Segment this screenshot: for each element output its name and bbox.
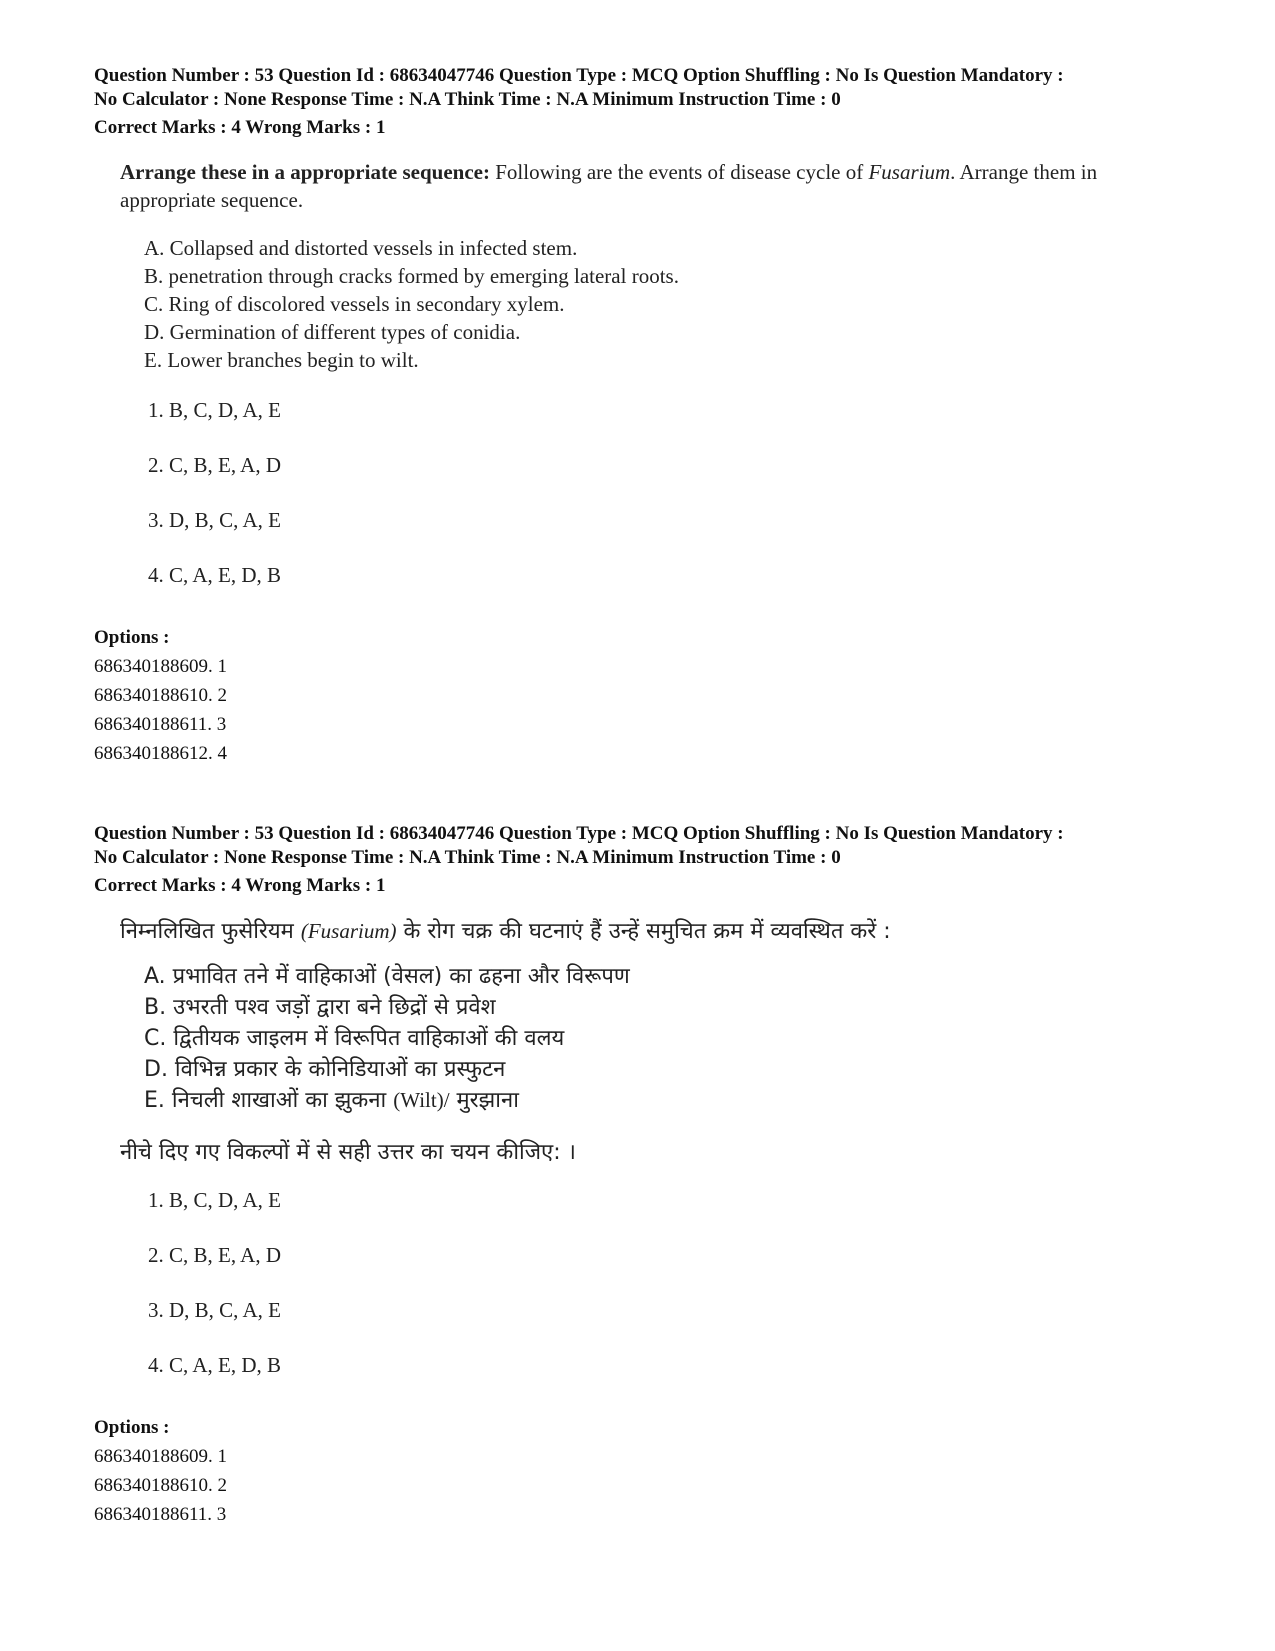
- stem-italic: Fusarium: [868, 160, 951, 184]
- option-item: 686340188610. 2: [94, 1475, 227, 1496]
- options-title: Options :: [94, 627, 170, 648]
- option-item: 686340188611. 3: [94, 1504, 227, 1525]
- event-item: C. द्वितीयक जाइलम में विरूपित वाहिकाओं की वलय: [144, 1026, 565, 1051]
- answer-choice: 2. C, B, E, A, D: [148, 1243, 282, 1267]
- question-marks: Correct Marks : 4 Wrong Marks : 1: [94, 875, 386, 896]
- event-list: [144, 961, 1214, 1116]
- stem-part2: . Arrange them in appropriate sequence.: [120, 160, 1098, 212]
- answer-choice: 3. D, B, C, A, E: [148, 1298, 282, 1322]
- option-item: 686340188612. 4: [94, 743, 227, 764]
- question-stem: [120, 916, 1160, 947]
- question-header-line2: No Calculator : None Response Time : N.A Think Time : N.A Minimum Instruction Time : 0: [94, 89, 841, 110]
- option-item: 686340188610. 2: [94, 685, 227, 706]
- stem-part2: के रोग चक्र की घटनाएं हैं उन्हें समुचित क्रम में व्यवस्थित करें :: [396, 919, 891, 944]
- option-item: 686340188609. 1: [94, 656, 227, 677]
- answer-choice: 1. B, C, D, A, E: [148, 398, 282, 422]
- event-item: A. प्रभावित तने में वाहिकाओं (वेसल) का ढहना और विरूपण: [144, 964, 630, 989]
- event-item: D. विभिन्न प्रकार के कोनिडियाओं का प्रस्फुटन: [144, 1057, 506, 1082]
- answer-choice: 1. B, C, D, A, E: [148, 1188, 282, 1212]
- options-title: Options :: [94, 1417, 170, 1438]
- question-block-hindi: [94, 822, 1214, 1529]
- question-header-line2: No Calculator : None Response Time : N.A Think Time : N.A Minimum Instruction Time : 0: [94, 847, 841, 868]
- event-list: [144, 234, 1214, 374]
- question-content: [120, 158, 1214, 616]
- event-item: D. Germination of different types of conidia.: [144, 320, 521, 344]
- options-list: [94, 1442, 1214, 1529]
- question-block-english: [94, 64, 1214, 768]
- event-e-part2: मुरझाना: [449, 1088, 519, 1113]
- event-item: [144, 1085, 1214, 1116]
- event-item: A. Collapsed and distorted vessels in infected stem.: [144, 236, 578, 260]
- answer-choice: 3. D, B, C, A, E: [148, 508, 282, 532]
- event-e-english: (Wilt)/: [393, 1088, 450, 1112]
- option-item: 686340188609. 1: [94, 1446, 227, 1467]
- instruction-note: नीचे दिए गए विकल्पों में से सही उत्तर का चयन कीजिए: ।: [120, 1140, 576, 1165]
- question-marks: Correct Marks : 4 Wrong Marks : 1: [94, 117, 386, 138]
- stem-part1: निम्नलिखित फुसेरियम: [120, 919, 301, 944]
- stem-part1: Following are the events of disease cycle of: [490, 160, 869, 184]
- answer-choices: [148, 396, 1214, 616]
- event-item: B. उभरती पश्व जड़ों द्वारा बने छिद्रों से प्रवेश: [144, 995, 496, 1020]
- answer-choice: 4. C, A, E, D, B: [148, 563, 282, 587]
- stem-italic: (Fusarium): [300, 919, 397, 943]
- question-header-line1: Question Number : 53 Question Id : 68634047746 Question Type : MCQ Option Shuffling : No Is Question Mandatory :: [94, 65, 1064, 86]
- answer-choice: 4. C, A, E, D, B: [148, 1353, 282, 1377]
- question-content: [120, 916, 1214, 1406]
- answer-choice: 2. C, B, E, A, D: [148, 453, 282, 477]
- event-item: B. penetration through cracks formed by emerging lateral roots.: [144, 264, 679, 288]
- event-item: C. Ring of discolored vessels in secondary xylem.: [144, 292, 565, 316]
- event-item: E. Lower branches begin to wilt.: [144, 348, 419, 372]
- answer-choices: [148, 1186, 1214, 1406]
- option-item: 686340188611. 3: [94, 714, 227, 735]
- question-stem: [120, 158, 1160, 214]
- options-list: [94, 652, 1214, 768]
- question-header-line1: Question Number : 53 Question Id : 68634047746 Question Type : MCQ Option Shuffling : No Is Question Mandatory :: [94, 823, 1064, 844]
- event-e-part1: E. निचली शाखाओं का झुकना: [144, 1088, 394, 1113]
- stem-bold: Arrange these in a appropriate sequence:: [120, 160, 490, 184]
